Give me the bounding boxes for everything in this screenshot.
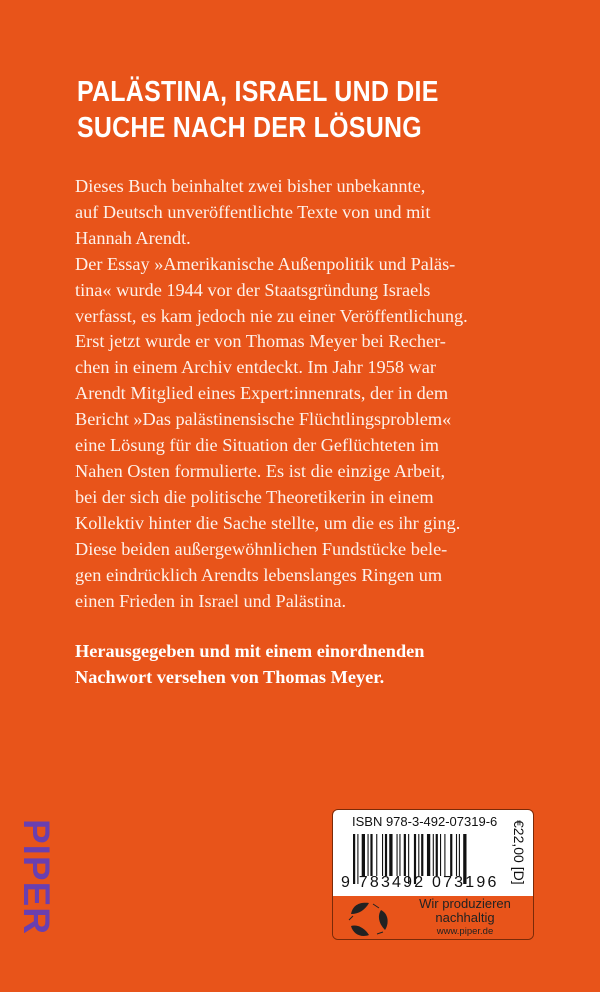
blurb-line: tina« wurde 1944 vor der Staatsgründung Israels — [75, 279, 431, 300]
blurb-line: Nahen Osten formulierte. Es ist die einzige Arbeit, — [75, 460, 446, 481]
barcode-bar — [370, 834, 372, 876]
blurb-line: Dieses Buch beinhaltet zwei bisher unbekannte, — [75, 176, 426, 196]
barcode-box — [332, 809, 534, 940]
sustainability-line: nachhaltig — [435, 910, 495, 925]
sustainability-badge — [333, 896, 533, 940]
barcode-bar — [427, 834, 430, 876]
barcode-bar — [444, 834, 445, 876]
barcode-bar — [459, 834, 460, 876]
blurb — [75, 174, 468, 614]
editor-note — [75, 638, 424, 690]
barcode-bar — [389, 834, 392, 876]
barcode-bar — [418, 834, 419, 876]
blurb-line: gen eindrücklich Arendts lebenslanges Ringen um — [75, 564, 443, 585]
blurb-line: Hannah Arendt. — [75, 227, 191, 248]
barcode-bar — [433, 834, 434, 876]
blurb-line: Bericht »Das palästinensische Flüchtlingsproblem« — [75, 409, 452, 430]
title-line: PALÄSTINA, ISRAEL UND DIE — [77, 76, 439, 108]
title-line: SUCHE NACH DER LÖSUNG — [77, 112, 422, 144]
barcode-bar — [362, 834, 365, 876]
barcode-bar — [440, 834, 441, 876]
barcode-bar — [382, 834, 383, 876]
barcode-bar — [376, 834, 377, 876]
isbn-text: ISBN 978-3-492-07319-6 — [352, 814, 498, 829]
blurb-line: bei der sich die politische Theoretikerin in einem — [75, 486, 434, 507]
blurb-line: Arendt Mitglied eines Expert:innenrats, der in dem — [75, 383, 449, 404]
blurb-line: auf Deutsch unveröffentlichte Texte von und mit — [75, 201, 431, 222]
barcode-bar — [450, 834, 452, 876]
barcode-area — [333, 810, 533, 896]
barcode-bar — [421, 834, 423, 876]
blurb-line: chen in einem Archiv entdeckt. Im Jahr 1958 war — [75, 357, 436, 378]
barcode-bar — [399, 834, 400, 876]
publisher-logo: PIPER — [16, 818, 57, 936]
editor-line: Herausgegeben und mit einem einordnenden — [75, 641, 425, 661]
sustainability-line: Wir produzieren — [419, 896, 511, 911]
blurb-line: eine Lösung für die Situation der Geflüchteten im — [75, 435, 440, 456]
blurb-line: einen Frieden in Israel und Palästina. — [75, 590, 347, 611]
barcode-bar — [397, 834, 398, 876]
barcode-bar — [456, 834, 457, 876]
blurb-line: Diese beiden außergewöhnlichen Fundstücke bele- — [75, 538, 448, 559]
blurb-line: Erst jetzt wurde er von Thomas Meyer bei Recher- — [75, 331, 446, 352]
price-label: €22,00 [D] — [511, 820, 527, 885]
editor-line: Nachwort versehen von Thomas Meyer. — [75, 667, 385, 687]
publisher-url: www.piper.de — [436, 926, 494, 937]
barcode-digits: 9 783492 073196 — [341, 874, 499, 891]
barcode-bar — [368, 834, 369, 876]
barcode-bar — [404, 834, 406, 876]
barcode-bar — [385, 834, 387, 876]
book-title — [77, 74, 439, 146]
blurb-line: Kollektiv hinter die Sache stellte, um die es ihr ging. — [75, 512, 461, 533]
blurb-line: verfasst, es kam jedoch nie zu einer Veröffentlichung. — [75, 305, 468, 326]
recycling-leaves-icon — [347, 900, 391, 938]
blurb-line: Der Essay »Amerikanische Außenpolitik und Paläs- — [75, 253, 456, 274]
barcode-bar — [436, 834, 438, 876]
